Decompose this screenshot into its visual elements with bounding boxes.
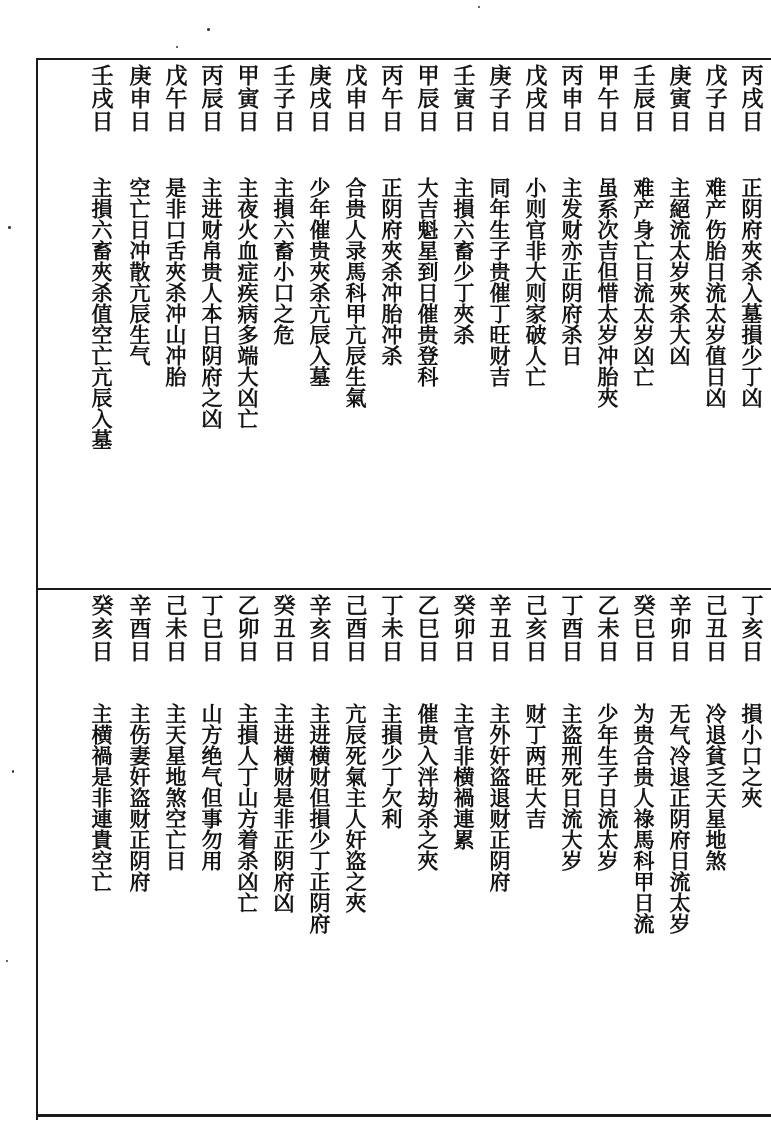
- day-label: 丙戌日: [738, 64, 764, 133]
- entry-column: [337, 64, 373, 586]
- day-description: 損小口之夾: [739, 703, 764, 808]
- day-description: 主夜火血症疾病多端大凶亡: [235, 177, 260, 429]
- entry-column: [553, 594, 589, 1110]
- entry-column: [481, 64, 517, 586]
- day-label: 癸巳日: [630, 594, 656, 663]
- entry-column: [157, 594, 193, 1110]
- day-label: 甲午日: [594, 64, 620, 133]
- entry-column: [229, 594, 265, 1110]
- day-label: 乙卯日: [234, 594, 260, 663]
- day-label: 丁酉日: [558, 594, 584, 663]
- day-label: 丙申日: [558, 64, 584, 133]
- day-label: 戊子日: [702, 64, 728, 133]
- day-description: 是非口舌夾杀冲山冲胎: [163, 177, 188, 387]
- day-label: 壬子日: [270, 64, 296, 133]
- day-label: 己丑日: [702, 594, 728, 663]
- day-label: 辛卯日: [666, 594, 692, 663]
- entry-column: [121, 594, 157, 1110]
- entry-column: [301, 594, 337, 1110]
- day-description: 主进财帛贵人本日阴府之凶: [199, 177, 224, 429]
- day-description: 主損六畜小口之危: [271, 177, 296, 345]
- day-description: 冷退貧乏天星地煞: [703, 703, 728, 871]
- day-label: 甲辰日: [414, 64, 440, 133]
- entry-column: [589, 594, 625, 1110]
- entry-column: [83, 64, 119, 586]
- day-description: 难产伤胎日流太岁值日凶: [703, 177, 728, 408]
- day-description: 财丁两旺大吉: [523, 703, 548, 829]
- day-description: 无气冷退正阴府日流太岁: [667, 703, 692, 934]
- day-label: 乙巳日: [414, 594, 440, 663]
- day-description: 主天星地煞空亡日: [163, 703, 188, 871]
- day-label: 戊申日: [342, 64, 368, 133]
- day-description: 难产身亡日流太岁凶亡: [631, 177, 656, 387]
- entry-column: [373, 594, 409, 1110]
- day-description: 虽系次吉但惜太岁冲胎夾: [595, 177, 620, 408]
- entry-column: [517, 64, 553, 586]
- entry-column: [83, 594, 119, 1110]
- day-label: 辛酉日: [126, 594, 152, 663]
- day-label: 癸亥日: [88, 594, 114, 663]
- entry-column: [337, 594, 373, 1110]
- entry-column: [733, 594, 769, 1110]
- day-description: 少年催贵夾杀亢辰入墓: [307, 177, 332, 387]
- day-label: 癸卯日: [450, 594, 476, 663]
- scan-speck: [8, 226, 11, 229]
- day-label: 癸丑日: [270, 594, 296, 663]
- entry-column: [445, 64, 481, 586]
- day-label: 庚子日: [486, 64, 512, 133]
- day-description: 同年生子贵催丁旺财吉: [487, 177, 512, 387]
- scan-speck: [6, 960, 8, 962]
- day-description: 主外奸盗退财正阴府: [487, 703, 512, 892]
- entry-column: [481, 594, 517, 1110]
- entry-column: [661, 64, 697, 586]
- day-label: 甲寅日: [234, 64, 260, 133]
- entry-column: [697, 64, 733, 586]
- day-description: 主損人丁山方着杀凶亡: [235, 703, 260, 913]
- entry-column: [697, 594, 733, 1110]
- entry-column: [661, 594, 697, 1110]
- entry-column: [265, 64, 301, 586]
- day-description: 主进横财是非正阴府凶: [271, 703, 296, 913]
- day-label: 丁未日: [378, 594, 404, 663]
- entry-column: [229, 64, 265, 586]
- day-label: 己酉日: [342, 594, 368, 663]
- day-description: 主官非横禍連累: [451, 703, 476, 850]
- day-label: 乙未日: [594, 594, 620, 663]
- day-description: 大吉魁星到日催贵登科: [415, 177, 440, 387]
- entry-column: [409, 594, 445, 1110]
- bottom-rule: [36, 1114, 771, 1117]
- entry-column: [373, 64, 409, 586]
- entry-column: [553, 64, 589, 586]
- scan-speck: [12, 770, 14, 773]
- scan-speck: [478, 6, 480, 8]
- day-description: 为贵合贵人祿馬科甲日流: [631, 703, 656, 934]
- day-label: 丁巳日: [198, 594, 224, 663]
- day-label: 庚寅日: [666, 64, 692, 133]
- entry-column: [193, 594, 229, 1110]
- day-label: 己亥日: [522, 594, 548, 663]
- day-label: 丁亥日: [738, 594, 764, 663]
- day-description: 主損六畜夾杀值空亡亢辰入墓: [89, 177, 114, 450]
- day-description: 主損六畜少丁夾杀: [451, 177, 476, 345]
- entry-column: [121, 64, 157, 586]
- day-label: 壬戌日: [88, 64, 114, 133]
- day-label: 戊戌日: [522, 64, 548, 133]
- day-label: 丙午日: [378, 64, 404, 133]
- entry-column: [589, 64, 625, 586]
- day-label: 己未日: [162, 594, 188, 663]
- day-label: 戊午日: [162, 64, 188, 133]
- entry-column: [265, 594, 301, 1110]
- entry-column: [517, 594, 553, 1110]
- entry-column: [157, 64, 193, 586]
- day-description: 主損少丁欠利: [379, 703, 404, 829]
- day-description: 主进横财但損少丁正阴府: [307, 703, 332, 934]
- day-description: 空亡日冲散亢辰生气: [127, 177, 152, 366]
- day-description: 正阴府夾杀入墓損少丁凶: [739, 177, 764, 408]
- day-description: 亢辰死氣主人奸盗之夾: [343, 703, 368, 913]
- day-label: 壬辰日: [630, 64, 656, 133]
- day-description: 主发财亦正阴府杀日: [559, 177, 584, 366]
- entry-column: [733, 64, 769, 586]
- day-label: 庚申日: [126, 64, 152, 133]
- section-divider: [36, 588, 771, 590]
- entry-column: [193, 64, 229, 586]
- scan-speck: [207, 28, 210, 31]
- entry-column: [301, 64, 337, 586]
- day-description: 小则官非大则家破人亡: [523, 177, 548, 387]
- entry-column: [625, 594, 661, 1110]
- day-label: 丙辰日: [198, 64, 224, 133]
- entry-column: [625, 64, 661, 586]
- day-description: 主絕流太岁夾杀大凶: [667, 177, 692, 366]
- day-description: 主伤妻奸盗财正阴府: [127, 703, 152, 892]
- day-description: 少年生子日流太岁: [595, 703, 620, 871]
- day-description: 主横禍是非連貴空亡: [89, 703, 114, 892]
- day-description: 主盗刑死日流大岁: [559, 703, 584, 871]
- day-description: 合贵人录馬科甲亢辰生氣: [343, 177, 368, 408]
- day-description: 催贵入泮劫杀之夾: [415, 703, 440, 871]
- day-description: 正阴府夾杀冲胎冲杀: [379, 177, 404, 366]
- entry-column: [409, 64, 445, 586]
- day-label: 辛亥日: [306, 594, 332, 663]
- entry-column: [445, 594, 481, 1110]
- day-description: 山方绝气但事勿用: [199, 703, 224, 871]
- day-label: 壬寅日: [450, 64, 476, 133]
- day-label: 辛丑日: [486, 594, 512, 663]
- scan-speck: [176, 46, 178, 48]
- day-label: 庚戌日: [306, 64, 332, 133]
